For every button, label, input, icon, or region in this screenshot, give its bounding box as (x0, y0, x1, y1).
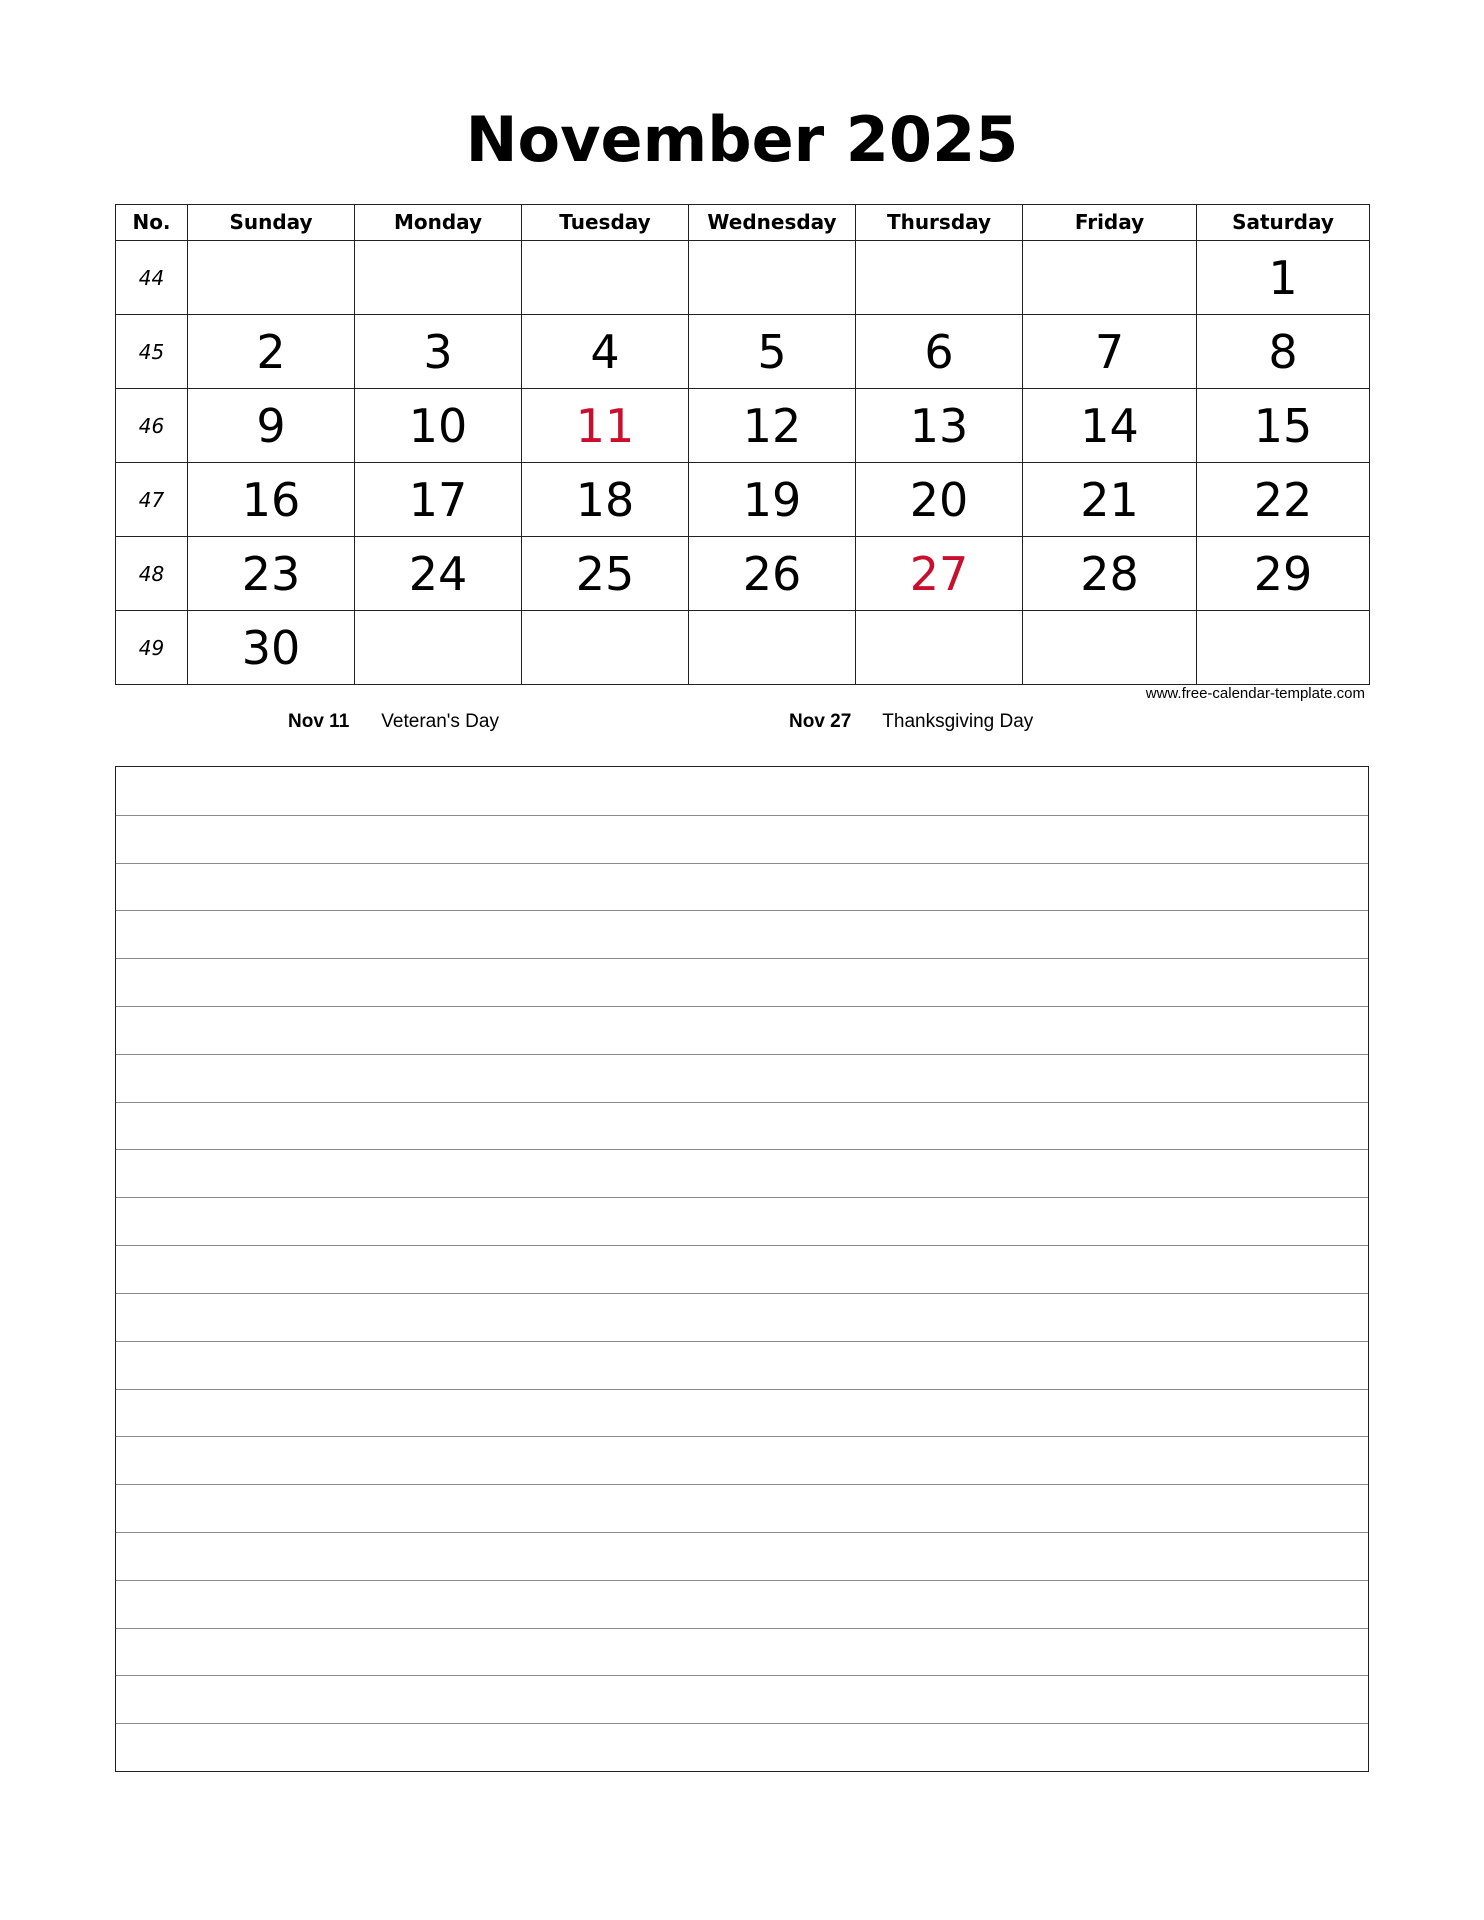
week-number: 49 (116, 611, 188, 685)
holiday-entry (789, 709, 1033, 735)
notes-line (116, 1580, 1368, 1581)
day-cell-wednesday (689, 241, 856, 315)
notes-line (116, 815, 1368, 816)
calendar-header-row (116, 205, 1370, 241)
header-tuesday: Tuesday (522, 205, 689, 241)
day-cell-saturday: 15 (1197, 389, 1370, 463)
day-cell-tuesday (522, 241, 689, 315)
day-cell-monday (355, 241, 522, 315)
day-cell-wednesday: 19 (689, 463, 856, 537)
notes-line (116, 1149, 1368, 1150)
holiday-name: Veteran's Day (381, 711, 499, 732)
notes-line (116, 1293, 1368, 1294)
day-cell-friday: 14 (1023, 389, 1197, 463)
day-cell-tuesday: 11 (522, 389, 689, 463)
notes-line (116, 1675, 1368, 1676)
notes-line (116, 1628, 1368, 1629)
day-cell-tuesday: 25 (522, 537, 689, 611)
week-number: 46 (116, 389, 188, 463)
header-friday: Friday (1023, 205, 1197, 241)
day-cell-friday (1023, 241, 1197, 315)
holiday-date: Nov 11 (288, 711, 350, 732)
day-cell-saturday: 1 (1197, 241, 1370, 315)
day-cell-monday: 10 (355, 389, 522, 463)
day-cell-thursday: 20 (856, 463, 1023, 537)
day-cell-monday: 24 (355, 537, 522, 611)
week-number: 44 (116, 241, 188, 315)
notes-line (116, 863, 1368, 864)
day-cell-thursday: 13 (856, 389, 1023, 463)
calendar-week-row (116, 241, 1370, 315)
notes-line (116, 1197, 1368, 1198)
day-cell-sunday: 23 (188, 537, 355, 611)
day-cell-thursday (856, 611, 1023, 685)
calendar-week-row (116, 389, 1370, 463)
notes-line (116, 1484, 1368, 1485)
day-cell-friday: 7 (1023, 315, 1197, 389)
day-cell-friday: 21 (1023, 463, 1197, 537)
day-cell-wednesday (689, 611, 856, 685)
day-cell-wednesday: 26 (689, 537, 856, 611)
notes-line (116, 1532, 1368, 1533)
header-sunday: Sunday (188, 205, 355, 241)
calendar-week-row (116, 315, 1370, 389)
header-wednesday: Wednesday (689, 205, 856, 241)
notes-line (116, 1245, 1368, 1246)
holiday-name: Thanksgiving Day (882, 711, 1034, 732)
notes-line (116, 1723, 1368, 1724)
day-cell-tuesday (522, 611, 689, 685)
day-cell-thursday: 6 (856, 315, 1023, 389)
header-week-number: No. (116, 205, 188, 241)
holiday-date: Nov 27 (789, 711, 852, 732)
day-cell-sunday: 30 (188, 611, 355, 685)
notes-line (116, 910, 1368, 911)
day-cell-sunday: 2 (188, 315, 355, 389)
calendar-week-row (116, 611, 1370, 685)
header-thursday: Thursday (856, 205, 1023, 241)
notes-line (116, 1054, 1368, 1055)
day-cell-sunday: 16 (188, 463, 355, 537)
day-cell-tuesday: 4 (522, 315, 689, 389)
day-cell-saturday: 8 (1197, 315, 1370, 389)
day-cell-saturday (1197, 611, 1370, 685)
notes-line (116, 1341, 1368, 1342)
calendar-grid (115, 204, 1370, 685)
week-number: 45 (116, 315, 188, 389)
day-cell-monday (355, 611, 522, 685)
calendar-week-row (116, 463, 1370, 537)
day-cell-sunday: 9 (188, 389, 355, 463)
header-monday: Monday (355, 205, 522, 241)
day-cell-wednesday: 12 (689, 389, 856, 463)
notes-line (116, 1102, 1368, 1103)
calendar-title: November 2025 (465, 103, 1019, 176)
calendar-week-row (116, 537, 1370, 611)
day-cell-sunday (188, 241, 355, 315)
notes-area[interactable] (115, 766, 1369, 1772)
week-number: 47 (116, 463, 188, 537)
day-cell-saturday: 22 (1197, 463, 1370, 537)
week-number: 48 (116, 537, 188, 611)
day-cell-tuesday: 18 (522, 463, 689, 537)
holiday-entry (288, 709, 499, 735)
day-cell-friday (1023, 611, 1197, 685)
day-cell-monday: 17 (355, 463, 522, 537)
day-cell-wednesday: 5 (689, 315, 856, 389)
day-cell-thursday (856, 241, 1023, 315)
header-saturday: Saturday (1197, 205, 1370, 241)
notes-line (116, 958, 1368, 959)
day-cell-monday: 3 (355, 315, 522, 389)
day-cell-thursday: 27 (856, 537, 1023, 611)
day-cell-friday: 28 (1023, 537, 1197, 611)
notes-line (116, 1389, 1368, 1390)
website-credit: www.free-calendar-template.com (1145, 685, 1365, 702)
day-cell-saturday: 29 (1197, 537, 1370, 611)
notes-line (116, 1006, 1368, 1007)
notes-line (116, 1436, 1368, 1437)
